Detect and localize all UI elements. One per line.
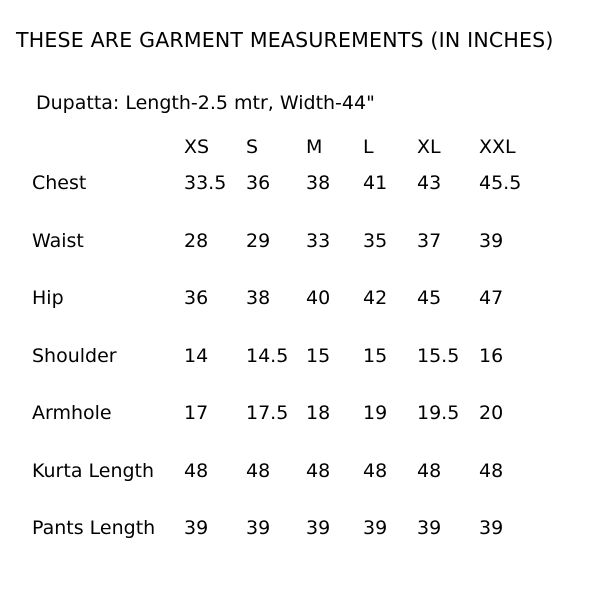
cell-pants-length-s: 39 bbox=[246, 517, 271, 539]
cell-hip-xxl: 47 bbox=[479, 287, 504, 309]
cell-pants-length-m: 39 bbox=[306, 517, 331, 539]
cell-kurta-length-xl: 48 bbox=[417, 459, 442, 482]
table-header bbox=[32, 136, 539, 172]
column-header-xl: XL bbox=[417, 136, 441, 158]
column-header-xxl: XXL bbox=[479, 136, 516, 158]
row-label-armhole: Armhole bbox=[32, 402, 112, 424]
cell-shoulder-m: 15 bbox=[306, 344, 331, 367]
table-header-row bbox=[32, 136, 539, 172]
cell-shoulder-xl: 15.5 bbox=[417, 344, 460, 367]
cell-waist-xs: 28 bbox=[184, 229, 209, 252]
table-row bbox=[32, 172, 539, 230]
column-header-s: S bbox=[246, 136, 259, 158]
cell-chest-xl: 43 bbox=[417, 172, 442, 194]
table-row bbox=[32, 402, 539, 460]
cell-waist-s: 29 bbox=[246, 229, 271, 252]
cell-armhole-m: 18 bbox=[306, 402, 331, 424]
row-label-pants-length: Pants Length bbox=[32, 517, 156, 539]
cell-pants-length-xl: 39 bbox=[417, 517, 442, 539]
cell-waist-xxl: 39 bbox=[479, 229, 504, 252]
row-label-chest: Chest bbox=[32, 172, 87, 194]
column-header-m: M bbox=[306, 136, 323, 158]
cell-waist-xl: 37 bbox=[417, 229, 442, 252]
table-row bbox=[32, 460, 539, 518]
table-row bbox=[32, 345, 539, 403]
cell-kurta-length-xs: 48 bbox=[184, 459, 209, 482]
cell-hip-xl: 45 bbox=[417, 287, 442, 309]
row-label-waist: Waist bbox=[32, 229, 84, 252]
cell-chest-xxl: 45.5 bbox=[479, 172, 522, 194]
cell-shoulder-s: 14.5 bbox=[246, 344, 289, 367]
cell-kurta-length-m: 48 bbox=[306, 459, 331, 482]
cell-pants-length-l: 39 bbox=[363, 517, 388, 539]
table-body bbox=[32, 172, 539, 575]
cell-chest-m: 38 bbox=[306, 172, 331, 194]
table-row bbox=[32, 230, 539, 288]
cell-armhole-xs: 17 bbox=[184, 402, 209, 424]
column-header-xs: XS bbox=[184, 136, 210, 158]
cell-kurta-length-l: 48 bbox=[363, 459, 388, 482]
cell-hip-l: 42 bbox=[363, 287, 388, 309]
cell-hip-s: 38 bbox=[246, 287, 271, 309]
cell-armhole-xxl: 20 bbox=[479, 402, 504, 424]
cell-chest-xs: 33.5 bbox=[184, 172, 227, 194]
cell-pants-length-xxl: 39 bbox=[479, 517, 504, 539]
row-label-hip: Hip bbox=[32, 287, 64, 309]
cell-kurta-length-xxl: 48 bbox=[479, 459, 504, 482]
measurements-table bbox=[32, 136, 539, 575]
cell-waist-m: 33 bbox=[306, 229, 331, 252]
cell-armhole-l: 19 bbox=[363, 402, 388, 424]
cell-armhole-s: 17.5 bbox=[246, 402, 289, 424]
page-title: THESE ARE GARMENT MEASUREMENTS (IN INCHES) bbox=[16, 28, 554, 52]
cell-armhole-xl: 19.5 bbox=[417, 402, 460, 424]
row-label-kurta-length: Kurta Length bbox=[32, 459, 155, 482]
cell-shoulder-xs: 14 bbox=[184, 344, 209, 367]
cell-chest-s: 36 bbox=[246, 172, 271, 194]
cell-kurta-length-s: 48 bbox=[246, 459, 271, 482]
cell-hip-xs: 36 bbox=[184, 287, 209, 309]
cell-shoulder-l: 15 bbox=[363, 344, 388, 367]
cell-chest-l: 41 bbox=[363, 172, 388, 194]
cell-hip-m: 40 bbox=[306, 287, 331, 309]
table-corner-cell bbox=[32, 136, 184, 172]
table-row bbox=[32, 517, 539, 575]
row-label-shoulder: Shoulder bbox=[32, 344, 117, 367]
dupatta-note: Dupatta: Length-2.5 mtr, Width-44" bbox=[36, 92, 375, 114]
table-row bbox=[32, 287, 539, 345]
cell-pants-length-xs: 39 bbox=[184, 517, 209, 539]
column-header-l: L bbox=[363, 136, 374, 158]
cell-shoulder-xxl: 16 bbox=[479, 344, 504, 367]
cell-waist-l: 35 bbox=[363, 229, 388, 252]
